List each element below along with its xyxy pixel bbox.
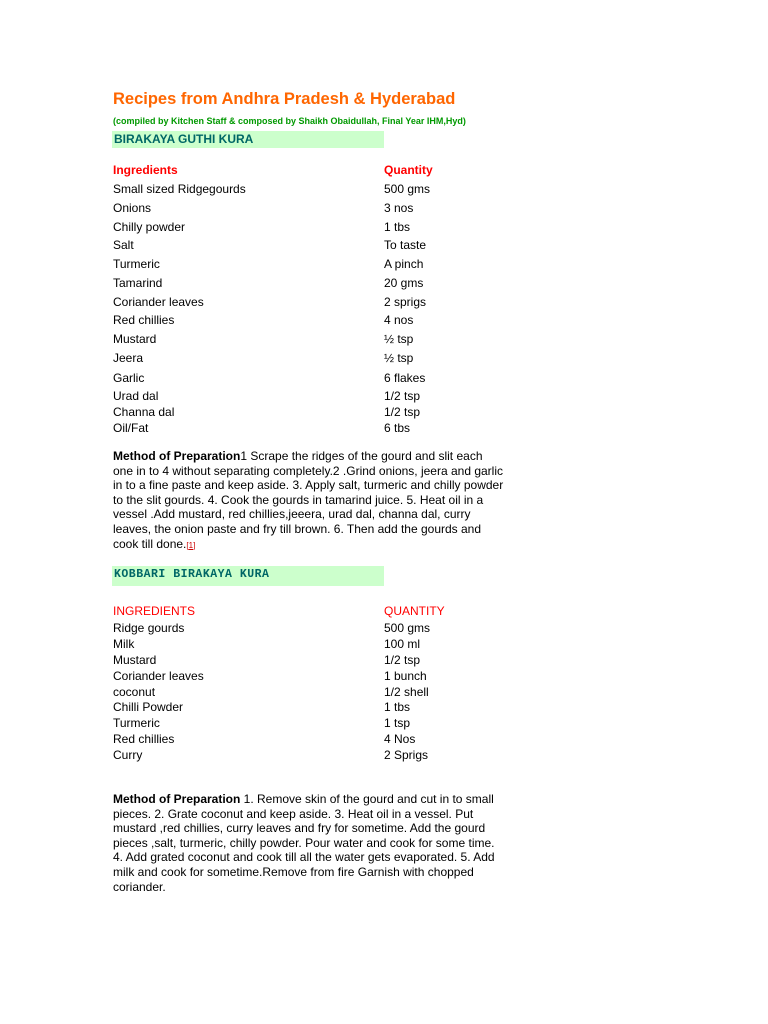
ingredient-quantity: A pinch xyxy=(384,257,424,271)
recipe2-title-band xyxy=(112,566,384,586)
ingredient-name: Milk xyxy=(113,637,135,651)
ingredient-name: Red chillies xyxy=(113,313,175,327)
ingredient-name: Mustard xyxy=(113,653,157,667)
ingredient-name: Coriander leaves xyxy=(113,669,204,683)
ingredient-name: Onions xyxy=(113,201,152,215)
ingredient-name: Salt xyxy=(113,238,134,252)
ingredient-name: Channa dal xyxy=(113,405,175,419)
ingredient-name: Oil/Fat xyxy=(113,421,149,435)
ingredient-name: Red chillies xyxy=(113,732,175,746)
ingredient-name: Garlic xyxy=(113,371,145,385)
recipe1-title: BIRAKAYA GUTHI KURA xyxy=(114,132,254,146)
ingredient-quantity: ½ tsp xyxy=(384,332,414,346)
ingredient-name: Small sized Ridgegourds xyxy=(113,182,246,196)
ingredient-quantity: 1/2 tsp xyxy=(384,389,421,403)
ingredient-name: Turmeric xyxy=(113,716,160,730)
ingredient-name: Turmeric xyxy=(113,257,160,271)
ingredient-quantity: 4 nos xyxy=(384,313,414,327)
recipe1-ingredients-header: Ingredients xyxy=(113,163,178,177)
ingredient-quantity: 1 bunch xyxy=(384,669,427,683)
ingredient-quantity: 500 gms xyxy=(384,621,431,635)
ingredient-name: Mustard xyxy=(113,332,157,346)
ingredient-quantity: ½ tsp xyxy=(384,351,414,365)
ingredient-quantity: 20 gms xyxy=(384,276,424,290)
recipe1-quantity-header: Quantity xyxy=(384,163,433,177)
ingredient-name: Coriander leaves xyxy=(113,295,204,309)
recipe2-ingredients-header: INGREDIENTS xyxy=(113,604,196,618)
ingredient-quantity: 6 flakes xyxy=(384,371,426,385)
ingredient-quantity: 1/2 tsp xyxy=(384,405,421,419)
ingredient-quantity: 1/2 shell xyxy=(384,685,429,699)
ingredient-quantity: 1 tbs xyxy=(384,700,411,714)
recipe1-method xyxy=(113,449,505,553)
ingredient-quantity: 3 nos xyxy=(384,201,414,215)
ingredient-quantity: 100 ml xyxy=(384,637,421,651)
recipe1-method-text: 1 Scrape the ridges of the gourd and slit each one in to 4 without separating completely.2 .Grind onions, jeera and garlic in to a fine paste and keep aside. 3. Apply salt, turmeric and chilly powder to the slit gourds. 4. Cook the gourds in tamarind juice. 5. Heat oil in a vessel .Add mustard, red chillies,jeeera, urad dal, channa dal, curry leaves, the onion paste and fry till brown. 6. Then add the gourds and cook till done. xyxy=(113,449,504,551)
ingredient-quantity: 1/2 tsp xyxy=(384,653,421,667)
recipe2-method-text: 1. Remove skin of the gourd and cut in to small pieces. 2. Grate coconut and keep aside. 3. Heat oil in a vessel. Put mustard ,red chillies, curry leaves and fry for sometime. Add the gourd pieces ,salt, turmeric, chilly powder. Pour water and cook for some time. 4. Add grated coconut and cook till all the water gets evaporated. 5. Add milk and cook for sometime.Remove from fire Garnish with chopped coriander. xyxy=(113,792,495,894)
recipe2-title: KOBBARI BIRAKAYA KURA xyxy=(114,568,270,581)
recipe1-title-band xyxy=(112,131,384,148)
ingredient-quantity: 2 Sprigs xyxy=(384,748,429,762)
ingredient-name: Chilly powder xyxy=(113,220,186,234)
ingredient-name: Tamarind xyxy=(113,276,163,290)
ingredient-quantity: 1 tbs xyxy=(384,220,411,234)
ingredient-name: Urad dal xyxy=(113,389,159,403)
ingredient-name: Chilli Powder xyxy=(113,700,184,714)
ingredient-name: Jeera xyxy=(113,351,144,365)
ingredient-name: coconut xyxy=(113,685,156,699)
ingredient-quantity: 2 sprigs xyxy=(384,295,427,309)
credit-line: (compiled by Kitchen Staff & composed by Shaikh Obaidullah, Final Year IHM,Hyd) xyxy=(113,116,466,126)
recipe2-quantity-header: QUANTITY xyxy=(384,604,445,618)
document-title: Recipes from Andhra Pradesh & Hyderabad xyxy=(113,90,456,108)
ingredient-quantity: 6 tbs xyxy=(384,421,411,435)
ingredient-name: Curry xyxy=(113,748,143,762)
ingredient-quantity: 1 tsp xyxy=(384,716,411,730)
recipe1-method-label: Method of Preparation xyxy=(113,449,241,463)
recipe1-footnote-link[interactable]: [1] xyxy=(186,540,196,550)
ingredient-name: Ridge gourds xyxy=(113,621,185,635)
ingredient-quantity: 500 gms xyxy=(384,182,431,196)
recipe2-method-label: Method of Preparation xyxy=(113,792,241,806)
recipe2-method xyxy=(113,792,505,894)
ingredient-quantity: 4 Nos xyxy=(384,732,416,746)
ingredient-quantity: To taste xyxy=(384,238,427,252)
